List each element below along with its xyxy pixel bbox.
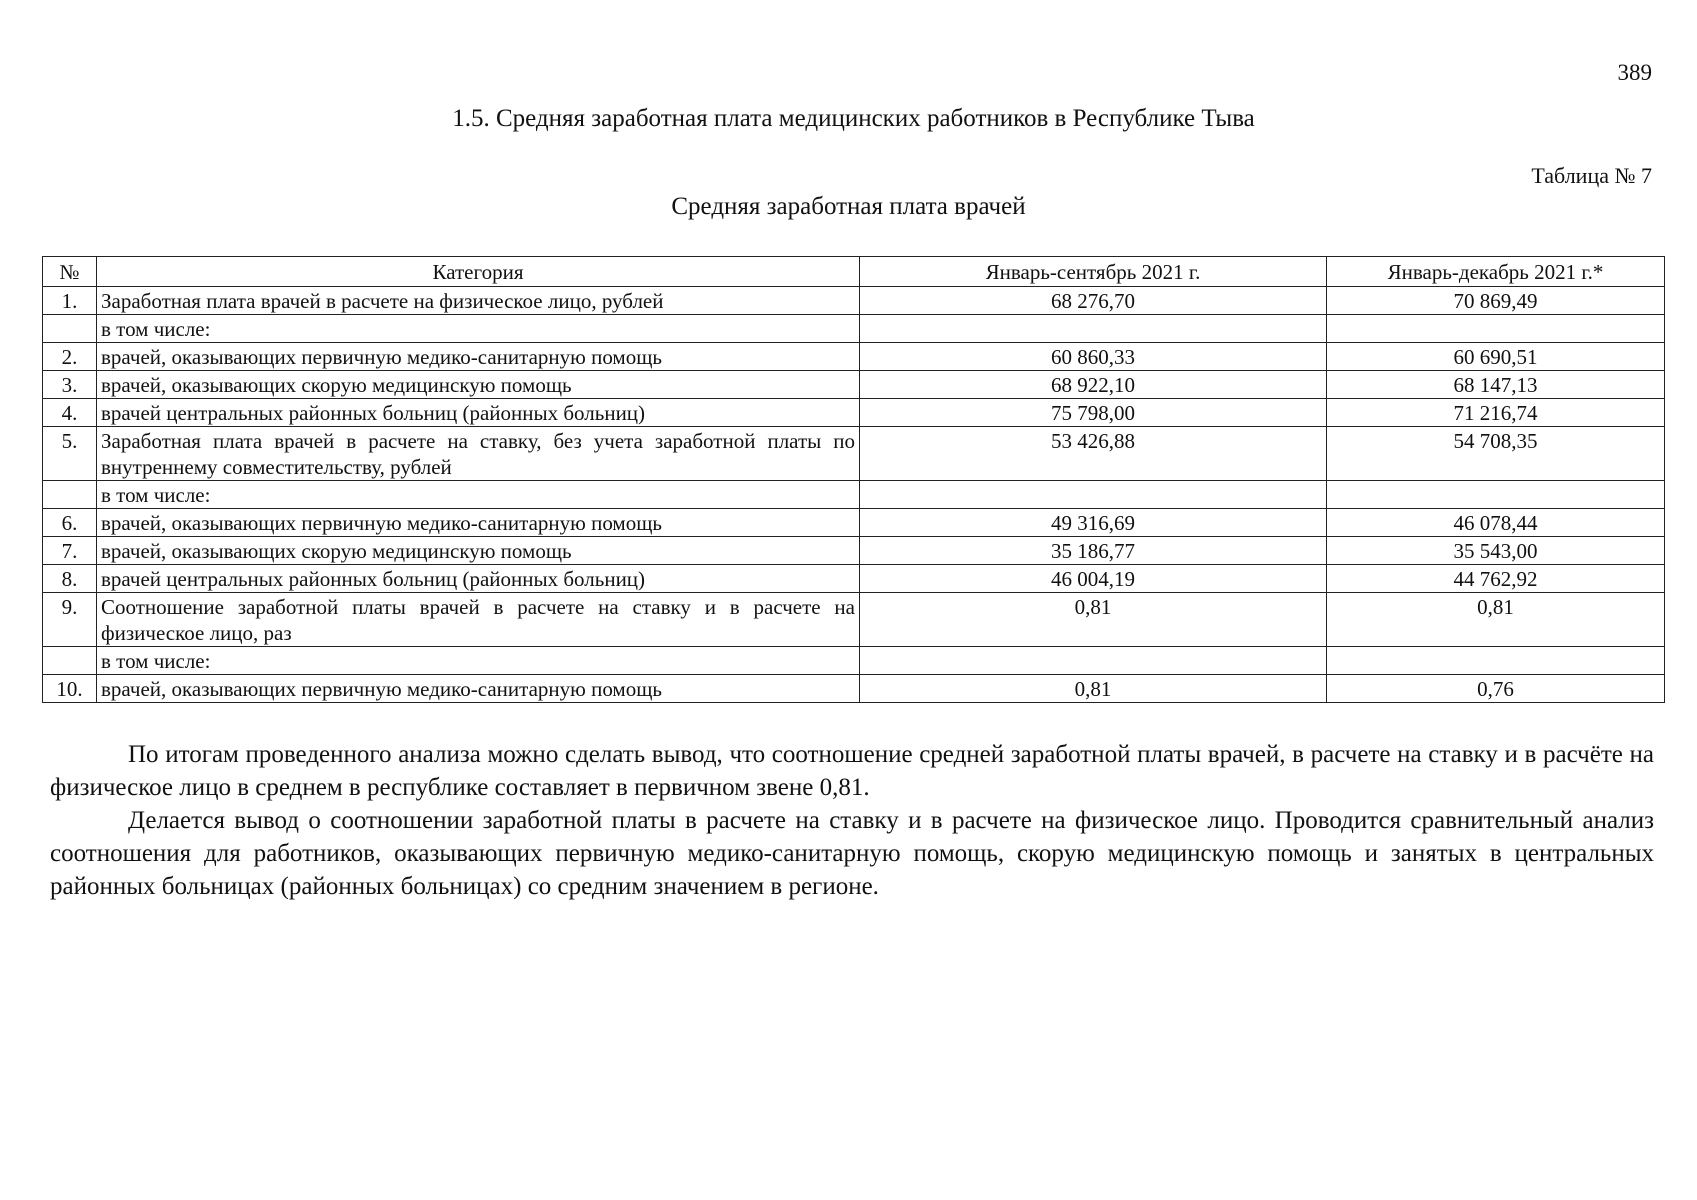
row-num: 9. [43,593,97,647]
row-category: в том числе: [97,647,860,675]
table-row [43,593,1665,647]
row-value-period-2 [1327,315,1665,343]
row-category: врачей, оказывающих первичную медико-санитарную помощь [97,343,860,371]
row-num: 4. [43,399,97,427]
row-value-period-1 [860,647,1327,675]
section-title: 1.5. Средняя заработная плата медицинских работников в Республике Тыва [452,105,1255,132]
row-num [43,647,97,675]
table-row [43,565,1665,593]
row-num: 8. [43,565,97,593]
conclusion-paragraph-1: По итогам проведенного анализа можно сделать вывод, что соотношение средней заработной платы врачей, в расчете на ставку и в расчёте на физическое лицо в среднем в республике составляет в первичном звене 0,81. [50,741,1654,801]
row-category: в том числе: [97,315,860,343]
row-num [43,315,97,343]
row-value-period-1: 68 276,70 [860,287,1327,315]
table-row [43,509,1665,537]
row-category: врачей, оказывающих первичную медико-санитарную помощь [97,675,860,703]
header-period-2: Январь-декабрь 2021 г.* [1327,257,1665,287]
row-num: 3. [43,371,97,399]
header-num: № [43,257,97,287]
row-value-period-1: 53 426,88 [860,427,1327,481]
row-value-period-1: 49 316,69 [860,509,1327,537]
conclusion-paragraph-2: Делается вывод о соотношении заработной платы в расчете на ставку и в расчете на физическое лицо. Проводится сравнительный анализ соотношения для работников, оказывающих первичную медико-санитарную помощь, скорую медицинскую помощь и занятых в центральных районных больницах (районных больницах) со средним значением в регионе. [50,807,1654,900]
table-header-row [43,257,1665,287]
row-value-period-2: 35 543,00 [1327,537,1665,565]
row-num [43,481,97,509]
salary-table [42,256,1665,703]
table-row [43,287,1665,315]
row-value-period-1: 0,81 [860,593,1327,647]
header-period-1: Январь-сентябрь 2021 г. [860,257,1327,287]
row-category: Заработная плата врачей в расчете на физическое лицо, рублей [97,287,860,315]
row-value-period-1: 68 922,10 [860,371,1327,399]
row-value-period-1 [860,481,1327,509]
row-num: 10. [43,675,97,703]
row-category: врачей центральных районных больниц (районных больниц) [97,565,860,593]
row-value-period-1: 35 186,77 [860,537,1327,565]
conclusion-text [50,738,1654,903]
row-value-period-2: 44 762,92 [1327,565,1665,593]
row-value-period-2 [1327,647,1665,675]
page-number: 389 [1617,60,1652,85]
table-row [43,343,1665,371]
row-num: 2. [43,343,97,371]
row-value-period-2: 71 216,74 [1327,399,1665,427]
row-value-period-2: 68 147,13 [1327,371,1665,399]
table-row [43,315,1665,343]
row-num: 5. [43,427,97,481]
table-row [43,675,1665,703]
row-value-period-2: 0,81 [1327,593,1665,647]
row-value-period-2: 54 708,35 [1327,427,1665,481]
row-category: врачей, оказывающих первичную медико-санитарную помощь [97,509,860,537]
row-category: Заработная плата врачей в расчете на ставку, без учета заработной платы по внутреннему совместительству, рублей [97,427,860,481]
header-category: Категория [97,257,860,287]
row-value-period-1: 46 004,19 [860,565,1327,593]
row-value-period-1 [860,315,1327,343]
row-value-period-2 [1327,481,1665,509]
table-title: Средняя заработная плата врачей [671,193,1026,220]
row-value-period-1: 60 860,33 [860,343,1327,371]
row-category: врачей, оказывающих скорую медицинскую помощь [97,371,860,399]
table-row [43,647,1665,675]
row-category: Соотношение заработной платы врачей в расчете на ставку и в расчете на физическое лицо, раз [97,593,860,647]
row-value-period-2: 46 078,44 [1327,509,1665,537]
row-value-period-1: 0,81 [860,675,1327,703]
table-row [43,371,1665,399]
table-number-label: Таблица № 7 [1531,163,1652,188]
row-value-period-1: 75 798,00 [860,399,1327,427]
row-value-period-2: 70 869,49 [1327,287,1665,315]
table-row [43,427,1665,481]
row-category: врачей центральных районных больниц (районных больниц) [97,399,860,427]
row-category: в том числе: [97,481,860,509]
row-num: 7. [43,537,97,565]
row-value-period-2: 60 690,51 [1327,343,1665,371]
row-value-period-2: 0,76 [1327,675,1665,703]
table-row [43,481,1665,509]
row-num: 1. [43,287,97,315]
row-num: 6. [43,509,97,537]
row-category: врачей, оказывающих скорую медицинскую помощь [97,537,860,565]
table-row [43,399,1665,427]
table-row [43,537,1665,565]
